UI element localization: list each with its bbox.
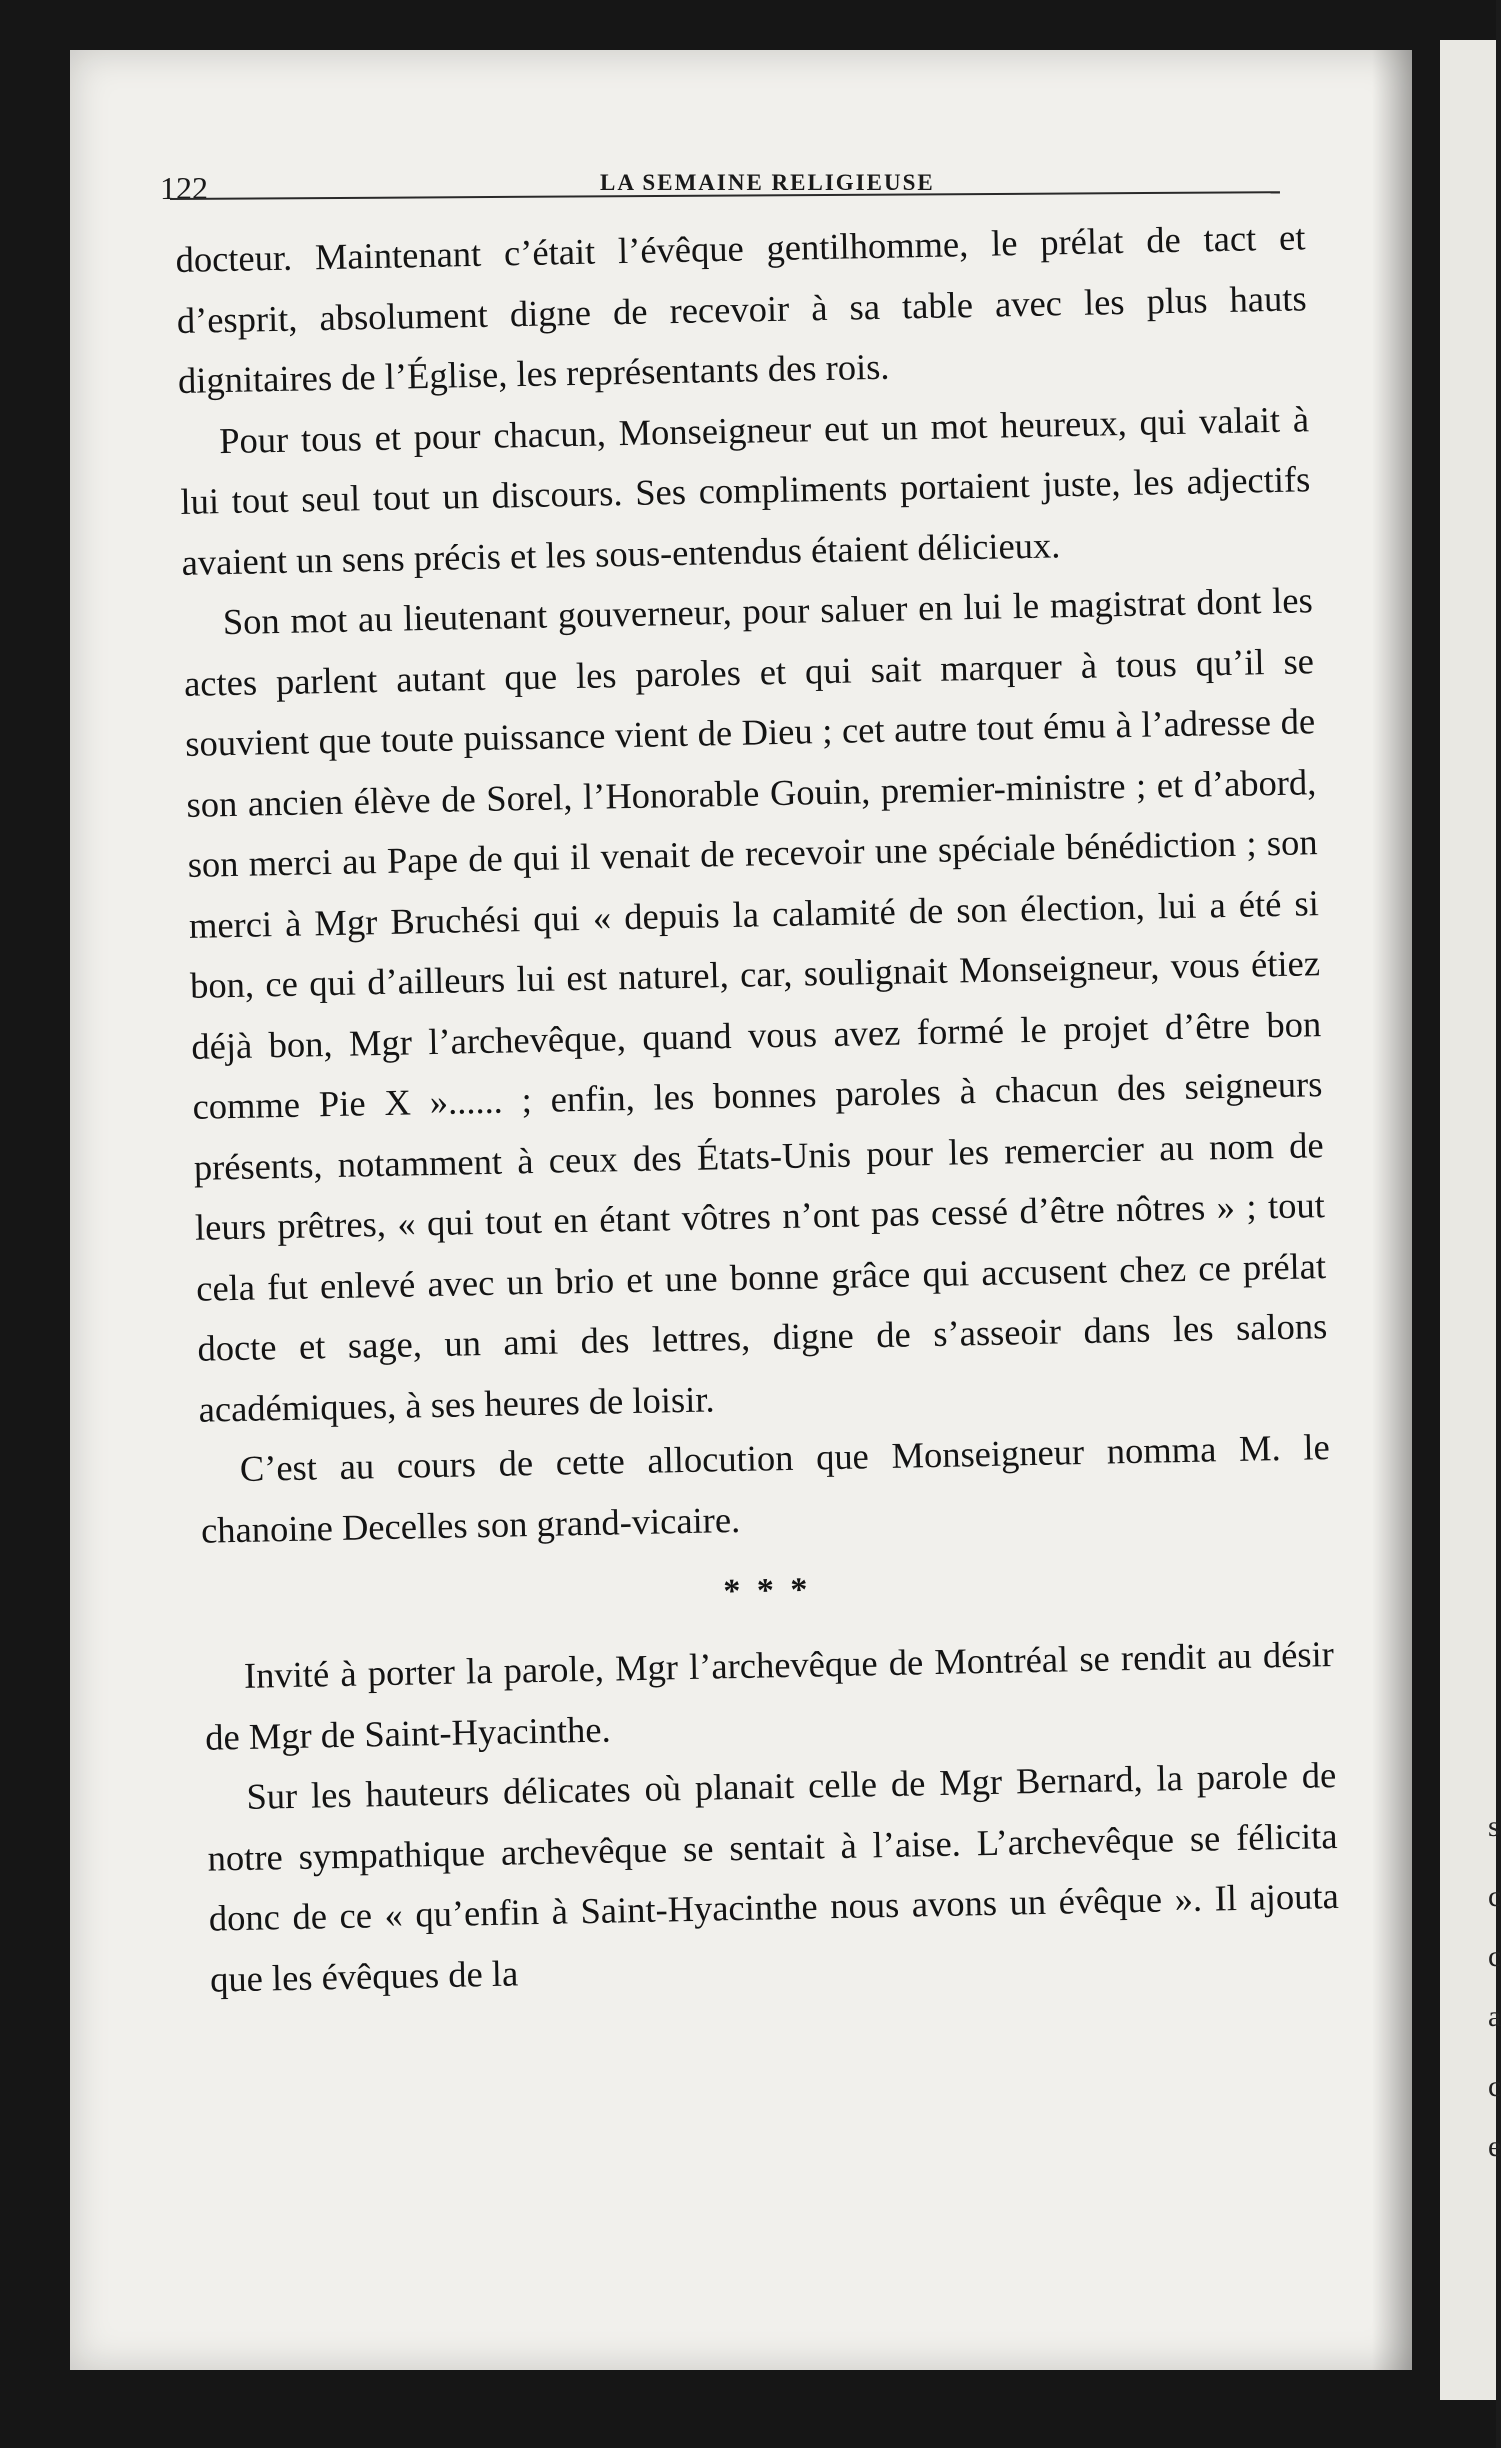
paragraph: Pour tous et pour chacun, Monseigneur eut un mot heureux, qui valait à lui tout seul tout un discours. Ses compliments portaient juste, les adjectifs avaient un sens précis et les sous-entendus étaient délicieux. [180, 397, 1311, 583]
facing-page-letter: c [1488, 1940, 1501, 1973]
journal-title: LA SEMAINE RELIGIEUSE [600, 170, 935, 195]
facing-page-letter: e [1488, 2130, 1501, 2163]
paragraph: Son mot au lieutenant gouverneur, pour saluer en lui le magistrat dont les actes parlent autant que les paroles et qui sait marquer à tous qu’il se souvient que toute puissance vient de Dieu ; cet autre tout ému à l’adresse de son ancien élève de Sorel, l’Honorable Gouin, premier-ministre ; et d’abord, son merci au Pape de qui il venait de recevoir une spéciale bénédiction ; son merci à Mgr Bruchési qui « depuis la calamité de son élection, lui a été si bon, ce qui d’ailleurs lui est naturel, car, soulignait Monseigneur, vous étiez déjà bon, Mgr l’archevêque, quand vous avez formé le projet d’être bon comme Pie X »...... ; enfin, les bonnes paroles à chacun des seigneurs présents, notamment à ceux des États-Unis pour les remercier au nom de leurs prêtres, « qui tout en étant vôtres n’ont pas cessé d’être nôtres » ; tout cela fut enlevé avec un brio et une bonne grâce qui accusent chez ce prélat docte et sage, un ami des lettres, digne de s’asseoir dans les salons académiques, à ses heures de loisir. [183, 579, 1328, 1430]
facing-page-letter: c [1488, 2070, 1501, 2103]
page-shadow-edge [1372, 50, 1412, 2370]
asterism-separator: * * * [723, 1571, 812, 1611]
facing-page-letter: s [1488, 1810, 1500, 1843]
facing-page-letter: a [1488, 2000, 1501, 2033]
paragraph: Sur les hauteurs délicates où planait celle de Mgr Bernard, la parole de notre sympathique archevêque se sentait à l’aise. L’archevêque se félicita donc de ce « qu’enfin à Saint-Hyacinthe nous avons un évêque ». Il ajouta que les évêques de la [207, 1754, 1340, 2000]
page-number: 122 [160, 170, 208, 206]
facing-page-letter: c [1488, 1880, 1501, 1913]
paragraph: docteur. Maintenant c’était l’évêque gentilhomme, le prélat de tact et d’esprit, absolument digne de recevoir à sa table avec les plus hauts dignitaires de l’Église, les représentants des rois. [175, 216, 1307, 401]
facing-page-edge [1440, 40, 1501, 2400]
paragraph: C’est au cours de cette allocution que Monseigneur nomma M. le chanoine Decelles son grand-vicaire. [200, 1426, 1331, 1551]
paragraph: Invité à porter la parole, Mgr l’archevêque de Montréal se rendit au désir de Mgr de Saint-Hyacinthe. [204, 1633, 1335, 1758]
running-head [160, 120, 1320, 206]
body-text [175, 207, 1340, 2009]
